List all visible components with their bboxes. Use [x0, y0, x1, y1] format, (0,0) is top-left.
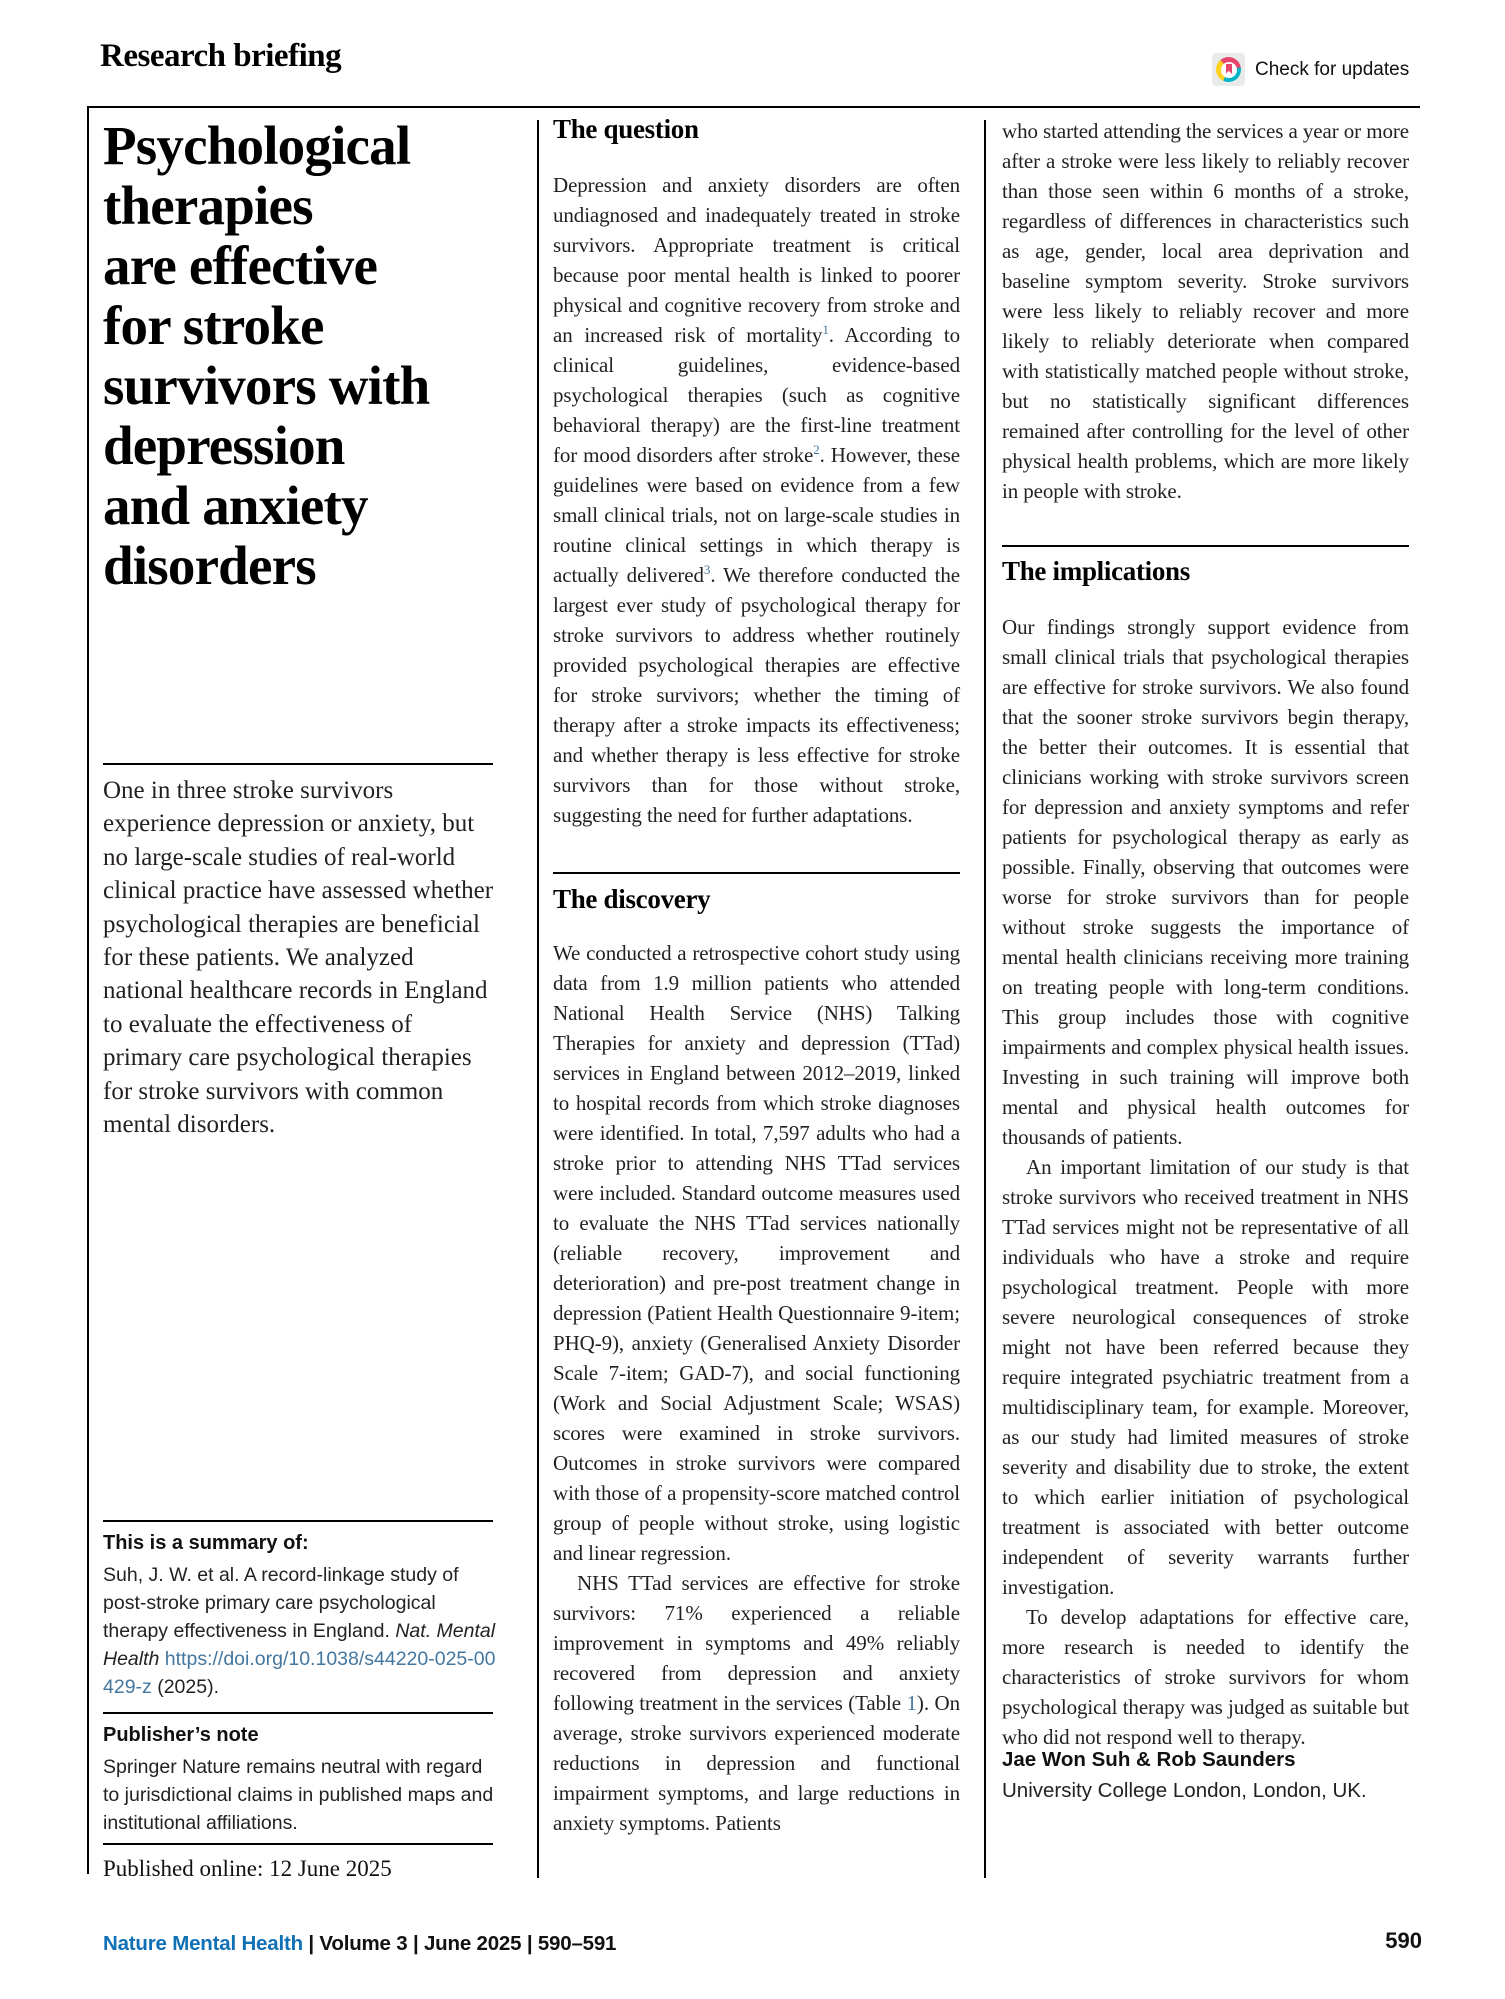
citation-year: (2025). — [151, 1676, 219, 1698]
header-divider — [87, 106, 1420, 108]
discovery-body — [553, 938, 960, 1838]
discovery-paragraph-1: We conducted a retrospective cohort study using data from 1.9 million patients who attended National Health Service (NHS) Talking Therapies for anxiety and depression (TTad) services in England between 2012–2019, linked to hospital records from which stroke diagnoses were identified. In total, 7,597 adults who had a stroke prior to attending NHS TTad services were included. Standard outcome measures used to evaluate the NHS TTad services nationally (reliable recovery, improvement and deterioration) and pre-post treatment change in depression (Patient Health Questionnaire 9-item; PHQ-9), anxiety (Generalised Anxiety Disorder Scale 7-item; GAD-7), and social functioning (Work and Social Adjustment Scale; WSAS) scores were examined in stroke survivors. Outcomes in stroke survivors were compared with those of a propensity-score matched control group of people without stroke, using logistic and linear regression. — [553, 941, 960, 1565]
implications-paragraph-2: An important limitation of our study is that stroke survivors who received treatment in NHS TTad services might not be representative of all individuals who have a stroke and require psychological treatment. People with more severe neurological consequences of stroke might not have been referred because they require integrated psychiatric treatment from a multidisciplinary team, for example. Moreover, as our study had limited measures of stroke severity and disability due to stroke, the extent to which earlier initiation of psychological treatment is associated with better outcome independent of severity warrants further investigation. — [1002, 1155, 1409, 1599]
reference-3-link[interactable]: 3 — [703, 562, 711, 577]
crossmark-icon — [1212, 53, 1245, 86]
author-affiliation: University College London, London, UK. — [1002, 1779, 1367, 1802]
article-title: Psychological therapies are effective for stroke survivors with depression and anxiety disorders — [103, 115, 430, 596]
citation-text: Suh, J. W. et al. A record-linkage study of post-stroke primary care psychological therapy effectiveness in England. — [103, 1564, 459, 1642]
section-heading-question: The question — [553, 114, 699, 144]
footer-issue-meta: | Volume 3 | June 2025 | 590–591 — [302, 1932, 617, 1955]
published-online-divider — [103, 1843, 493, 1845]
citation-journal: Nat. Mental Health — [103, 1620, 496, 1670]
footer-journal-line — [103, 1932, 616, 1956]
implications-paragraph-3: To develop adaptations for effective care, more research is needed to identify the characteristics of stroke survivors for whom psychological therapy was judged as suitable but who did not respond well to therapy. — [1002, 1605, 1409, 1749]
table-1-link[interactable]: 1 — [906, 1691, 917, 1715]
reference-1-link[interactable]: 1 — [822, 322, 829, 337]
publishers-note-heading: Publisher’s note — [103, 1724, 259, 1746]
implications-body — [1002, 612, 1409, 1752]
check-for-updates-label: Check for updates — [1255, 58, 1410, 80]
question-body: Depression and anxiety disorders are often undiagnosed and inadequately treated in stroke survivors. Appropriate treatment is critical because poor mental health is linked to poorer physical and cognitive recovery from stroke and an increased risk of mortality$^1$. According to clinical guidelines, evidence-based psychological therapies (such as cognitive behavioral therapy) are the first-line treatment for mood disorders after stroke$^2$. However, these guidelines were based on evidence from a few small clinical trials, not on large-scale studies in routine clinical settings in which therapy is actually delivered$^3$. We therefore conducted the largest ever study of psychological therapy for stroke survivors to address whether routinely provided psychological therapies are effective for stroke survivors; whether the timing of therapy after a stroke impacts its effectiveness; and whether therapy is less effective for stroke survivors than for those without stroke, suggesting the need for further adaptations. — [553, 173, 960, 827]
standfirst-divider — [103, 763, 493, 765]
discovery-continuation: who started attending the services a year or more after a stroke were less likely to reliably recover than those seen within 6 months of a stroke, regardless of differences in characteristics such as age, gender, local area deprivation and baseline symptom severity. Stroke survivors were less likely to reliably recover and more likely to reliably deteriorate when compared with statistically matched people without stroke, but no statistically significant differences remained after controlling for the level of other physical health problems, which are more likely in people with stroke. — [1002, 119, 1409, 503]
summary-heading: This is a summary of: — [103, 1532, 309, 1554]
publishers-note-divider — [103, 1712, 493, 1714]
implications-divider — [1002, 545, 1409, 547]
column-rule-2 — [984, 120, 986, 1878]
publishers-note-text: Springer Nature remains neutral with regard to jurisdictional claims in published maps and institutional affiliations. — [103, 1756, 494, 1834]
page-number: 590 — [1385, 1928, 1422, 1953]
author-names: Jae Won Suh & Rob Saunders — [1002, 1748, 1296, 1771]
section-heading-discovery: The discovery — [553, 884, 711, 914]
footer-journal-name[interactable]: Nature Mental Health — [103, 1932, 303, 1955]
discovery-divider — [553, 872, 960, 874]
left-margin-rule — [87, 106, 89, 1874]
standfirst: One in three stroke survivors experience depression or anxiety, but no large-scale studies of real-world clinical practice have assessed whether psychological therapies are beneficial for these patients. We analyzed national healthcare records in England to evaluate the effectiveness of primary care psychological therapies for stroke survivors with common mental disorders. — [103, 777, 494, 1139]
published-online: Published online: 12 June 2025 — [103, 1856, 392, 1881]
implications-paragraph-1: Our findings strongly support evidence from small clinical trials that psychological therapies are effective for stroke survivors. We also found that the sooner stroke survivors begin therapy, the better their outcomes. It is essential that clinicians working with stroke survivors screen for depression and anxiety symptoms and refer patients for psychological therapy as early as possible. Finally, observing that outcomes were worse for stroke survivors than for people without stroke suggests the importance of mental health clinicians receiving more training on treating people with long-term conditions. This group includes those with cognitive impairments and complex physical health issues. Investing in such training will improve both mental and physical health outcomes for thousands of patients. — [1002, 615, 1409, 1149]
column-rule-1 — [537, 120, 539, 1878]
section-heading-implications: The implications — [1002, 556, 1190, 586]
summary-divider — [103, 1520, 493, 1522]
summary-citation — [103, 1561, 503, 1701]
reference-2-link[interactable]: 2 — [813, 442, 820, 457]
kicker: Research briefing — [100, 38, 342, 74]
check-for-updates-button[interactable] — [1212, 53, 1409, 86]
doi-link[interactable]: https://doi.org/10.1038/s44220-025-00429-z — [103, 1648, 496, 1698]
discovery-paragraph-2: NHS TTad services are effective for stroke survivors: 71% experienced a reliable improvement in symptoms and 49% reliably recovered from depression and anxiety following treatment in the services (Table 1). On average, stroke survivors experienced moderate reductions in depression and functional impairment symptoms, and large reductions in anxiety symptoms. Patients — [553, 1571, 960, 1835]
